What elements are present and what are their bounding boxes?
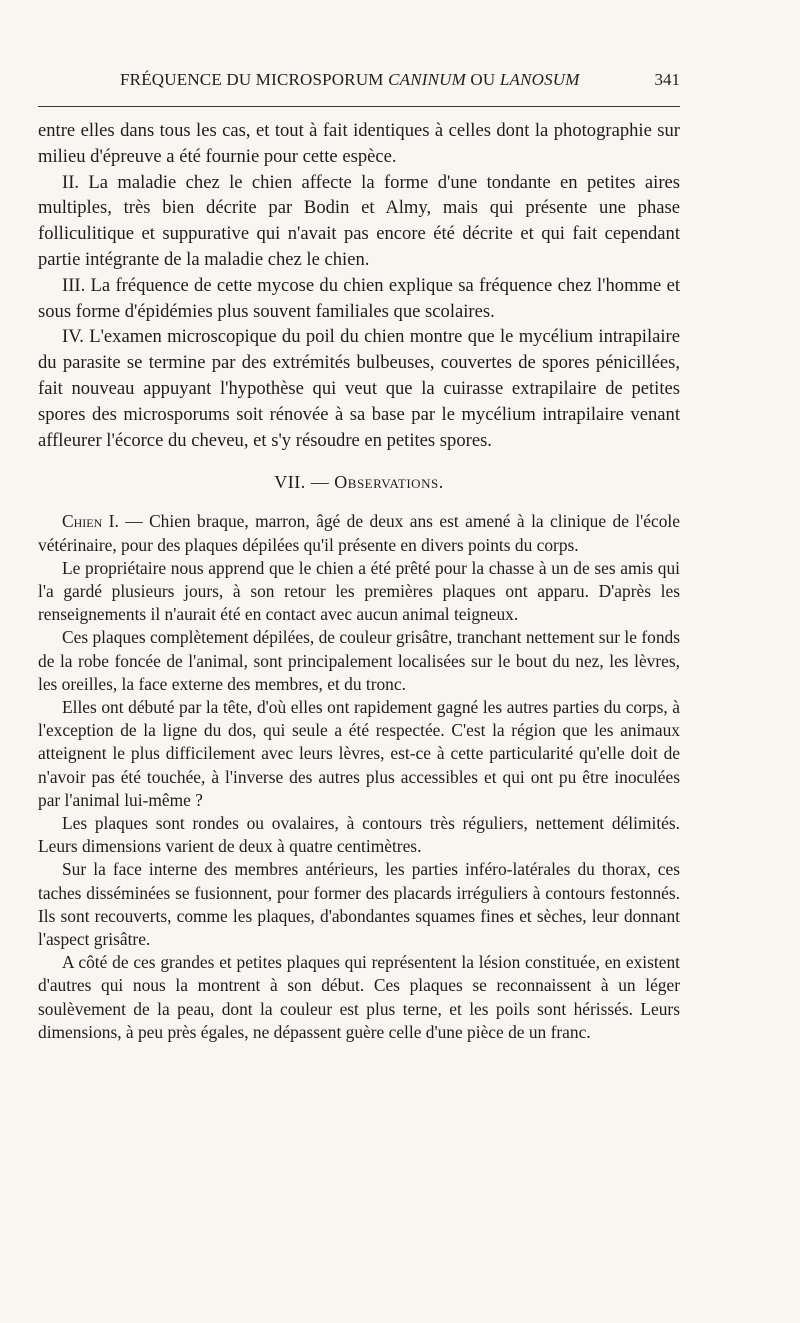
paragraph: II. La maladie chez le chien affecte la forme d'une tondante en petites aires multiples, très bien décrite par Bodin et Almy, mais qui présente une phase folliculitique et suppurative qui n'avait pas encore été décrite et qui fait cependant partie intégrante de la maladie chez le chien. bbox=[38, 171, 680, 270]
section-title: Observations. bbox=[334, 472, 444, 493]
paragraph: IV. L'examen microscopique du poil du chien montre que le mycélium intrapilaire du parasite se termine par des extrémités bulbeuses, couvertes de spores pénicillées, fait nouveau appuyant l'hypothèse qui veut que la cuirasse extrapilaire de petites spores des microsporums soit rénovée à sa base par le mycélium intrapilaire venant affleurer l'écorce du cheveu, et s'y résoudre en petites spores. bbox=[38, 326, 680, 451]
conclusions-block bbox=[38, 118, 680, 453]
paragraph: Sur la face interne des membres antérieurs, les parties inféro-latérales du thorax, ces taches disséminées se fusionnent, pour former des placards irréguliers à contours festonnés. Ils sont recouverts, comme les plaques, d'abondantes squames fines et sèches, leur donnant l'aspect grisâtre. bbox=[38, 859, 680, 950]
section-heading bbox=[38, 472, 680, 493]
paragraph: Elles ont débuté par la tête, d'où elles ont rapidement gagné les autres parties du corps, à l'exception de la ligne du dos, qui seule a été respectée. C'est la région que les animaux atteignent le plus difficilement avec leurs lèvres, est-ce à cette particularité qu'elle doit de n'avoir pas été touchée, à l'inverse des autres plus accessibles et qui ont pu être inoculées par l'animal lui-même ? bbox=[38, 696, 680, 810]
paragraph: Le propriétaire nous apprend que le chien a été prêté pour la chasse à un de ses amis qui l'a gardé plusieurs jours, à son retour les premières plaques ont apparu. D'après les renseignements il n'aurait été en contact avec aucun animal teigneux. bbox=[38, 557, 680, 625]
running-title bbox=[120, 70, 580, 90]
paragraph: A côté de ces grandes et petites plaques qui représentent la lésion constituée, en existent d'autres qui nous la montrent à son début. Ces plaques se reconnaissent à un léger soulèvement de la peau, dont la couleur est plus terne, et les poils sont hérissés. Leurs dimensions, à peu près égales, ne dépassent guère celle d'une pièce de un franc. bbox=[38, 952, 680, 1042]
page-number: 341 bbox=[654, 70, 680, 89]
running-header bbox=[38, 70, 680, 94]
observation-label: Chien I. bbox=[62, 511, 119, 532]
running-title-italic: CANINUM bbox=[388, 70, 466, 89]
paragraph: entre elles dans tous les cas, et tout à fait identiques à celles dont la photographie sur milieu d'épreuve a été fournie pour cette espèce. bbox=[38, 120, 680, 167]
section-number: VII. bbox=[274, 472, 306, 493]
running-title-part: OU bbox=[465, 70, 500, 89]
running-title-italic: LANOSUM bbox=[499, 70, 580, 89]
observation-intro: — Chien braque, marron, âgé de deux ans est amené à la clinique de l'école vétérinaire, pour des plaques dépilées qu'il présente en divers points du corps. bbox=[38, 511, 680, 555]
section-dash: — bbox=[310, 472, 330, 493]
paragraph: Ces plaques complètement dépilées, de couleur grisâtre, tranchant nettement sur le fonds de la robe foncée de l'animal, sont principalement localisées sur le bout du nez, les lèvres, les oreilles, la face externe des membres, et du tronc. bbox=[38, 627, 680, 694]
header-rule bbox=[38, 106, 680, 107]
observation-block bbox=[38, 510, 680, 1044]
paragraph bbox=[38, 510, 680, 556]
paragraph: III. La fréquence de cette mycose du chien explique sa fréquence chez l'homme et sous forme d'épidémies plus souvent familiales que scolaires. bbox=[38, 274, 680, 322]
paragraph: Les plaques sont rondes ou ovalaires, à contours très réguliers, nettement délimités. Leurs dimensions varient de deux à quatre centimètres. bbox=[38, 813, 680, 857]
body-text bbox=[38, 118, 680, 1044]
running-title-part: FRÉQUENCE DU MICROSPORUM bbox=[120, 70, 389, 89]
